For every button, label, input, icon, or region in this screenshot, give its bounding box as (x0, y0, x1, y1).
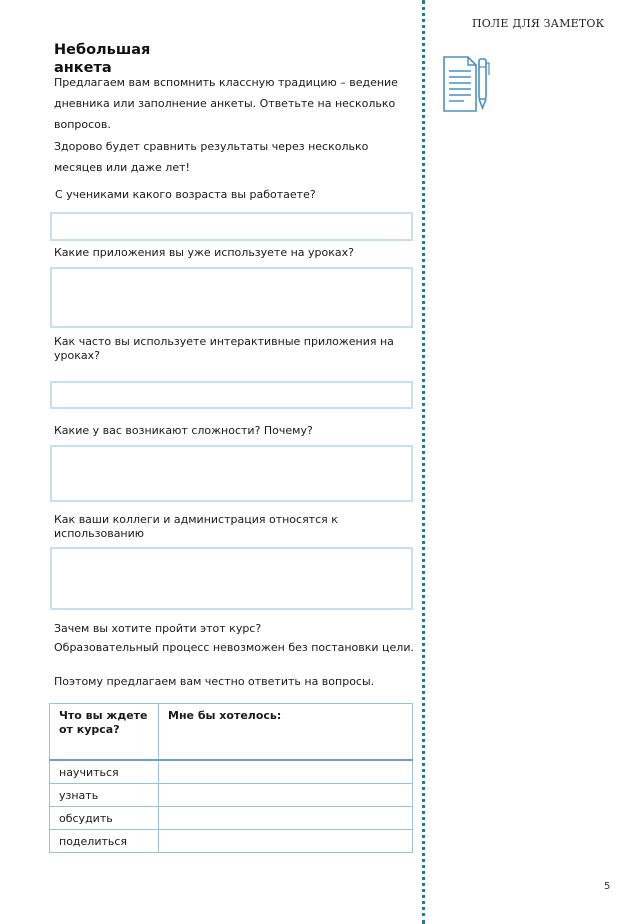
goal-text-2: Поэтому предлагаем вам честно ответить на вопросы. (54, 675, 375, 688)
table-row-answer-cell[interactable] (159, 807, 413, 830)
table-header-expectations: Что вы ждете от курса? (50, 704, 159, 761)
table-header-row (50, 704, 413, 761)
table-row (50, 760, 413, 784)
intro-paragraph-1: Предлагаем вам вспомнить классную традицию – ведение дневника или заполнение анкеты. Ответьте на несколько вопросов. (54, 76, 398, 131)
table-row-answer-cell[interactable] (159, 830, 413, 853)
goal-text-1: Образовательный процесс невозможен без постановки цели. (54, 641, 414, 654)
table-row-label: узнать (50, 784, 159, 807)
notepad-pen-icon (440, 53, 492, 113)
question-2-label: Какие приложения вы уже используете на уроках? (54, 246, 354, 259)
answer-5-field[interactable] (50, 547, 413, 610)
page-number: 5 (604, 881, 611, 892)
table-row-label: обсудить (50, 807, 159, 830)
question-4-label: Какие у вас возникают сложности? Почему? (54, 424, 313, 437)
table-row (50, 784, 413, 807)
answer-3-field[interactable] (50, 381, 413, 409)
notes-title: ПОЛЕ ДЛЯ ЗАМЕТОК (472, 17, 605, 30)
table-header-wishes: Мне бы хотелось: (159, 704, 413, 761)
expectations-table (49, 703, 413, 853)
table-row-label: научиться (50, 760, 159, 784)
question-6-label: Зачем вы хотите пройти этот курс? (54, 622, 262, 635)
intro-paragraph-2: Здорово будет сравнить результаты через несколько месяцев или даже лет! (54, 140, 369, 174)
question-3-label: Как часто вы используете интерактивные приложения на уроках? (54, 335, 394, 362)
question-1-label: С учениками какого возраста вы работаете? (55, 188, 316, 201)
table-row-answer-cell[interactable] (159, 784, 413, 807)
table-row-answer-cell[interactable] (159, 760, 413, 784)
table-row-label: поделиться (50, 830, 159, 853)
answer-1-field[interactable] (50, 212, 413, 241)
answer-2-field[interactable] (50, 267, 413, 328)
table-row (50, 807, 413, 830)
survey-title: Небольшая анкета (54, 42, 151, 76)
notes-divider (422, 0, 425, 924)
table-row (50, 830, 413, 853)
question-5-label: Как ваши коллеги и администрация относятся к использованию (54, 513, 338, 540)
answer-4-field[interactable] (50, 445, 413, 502)
